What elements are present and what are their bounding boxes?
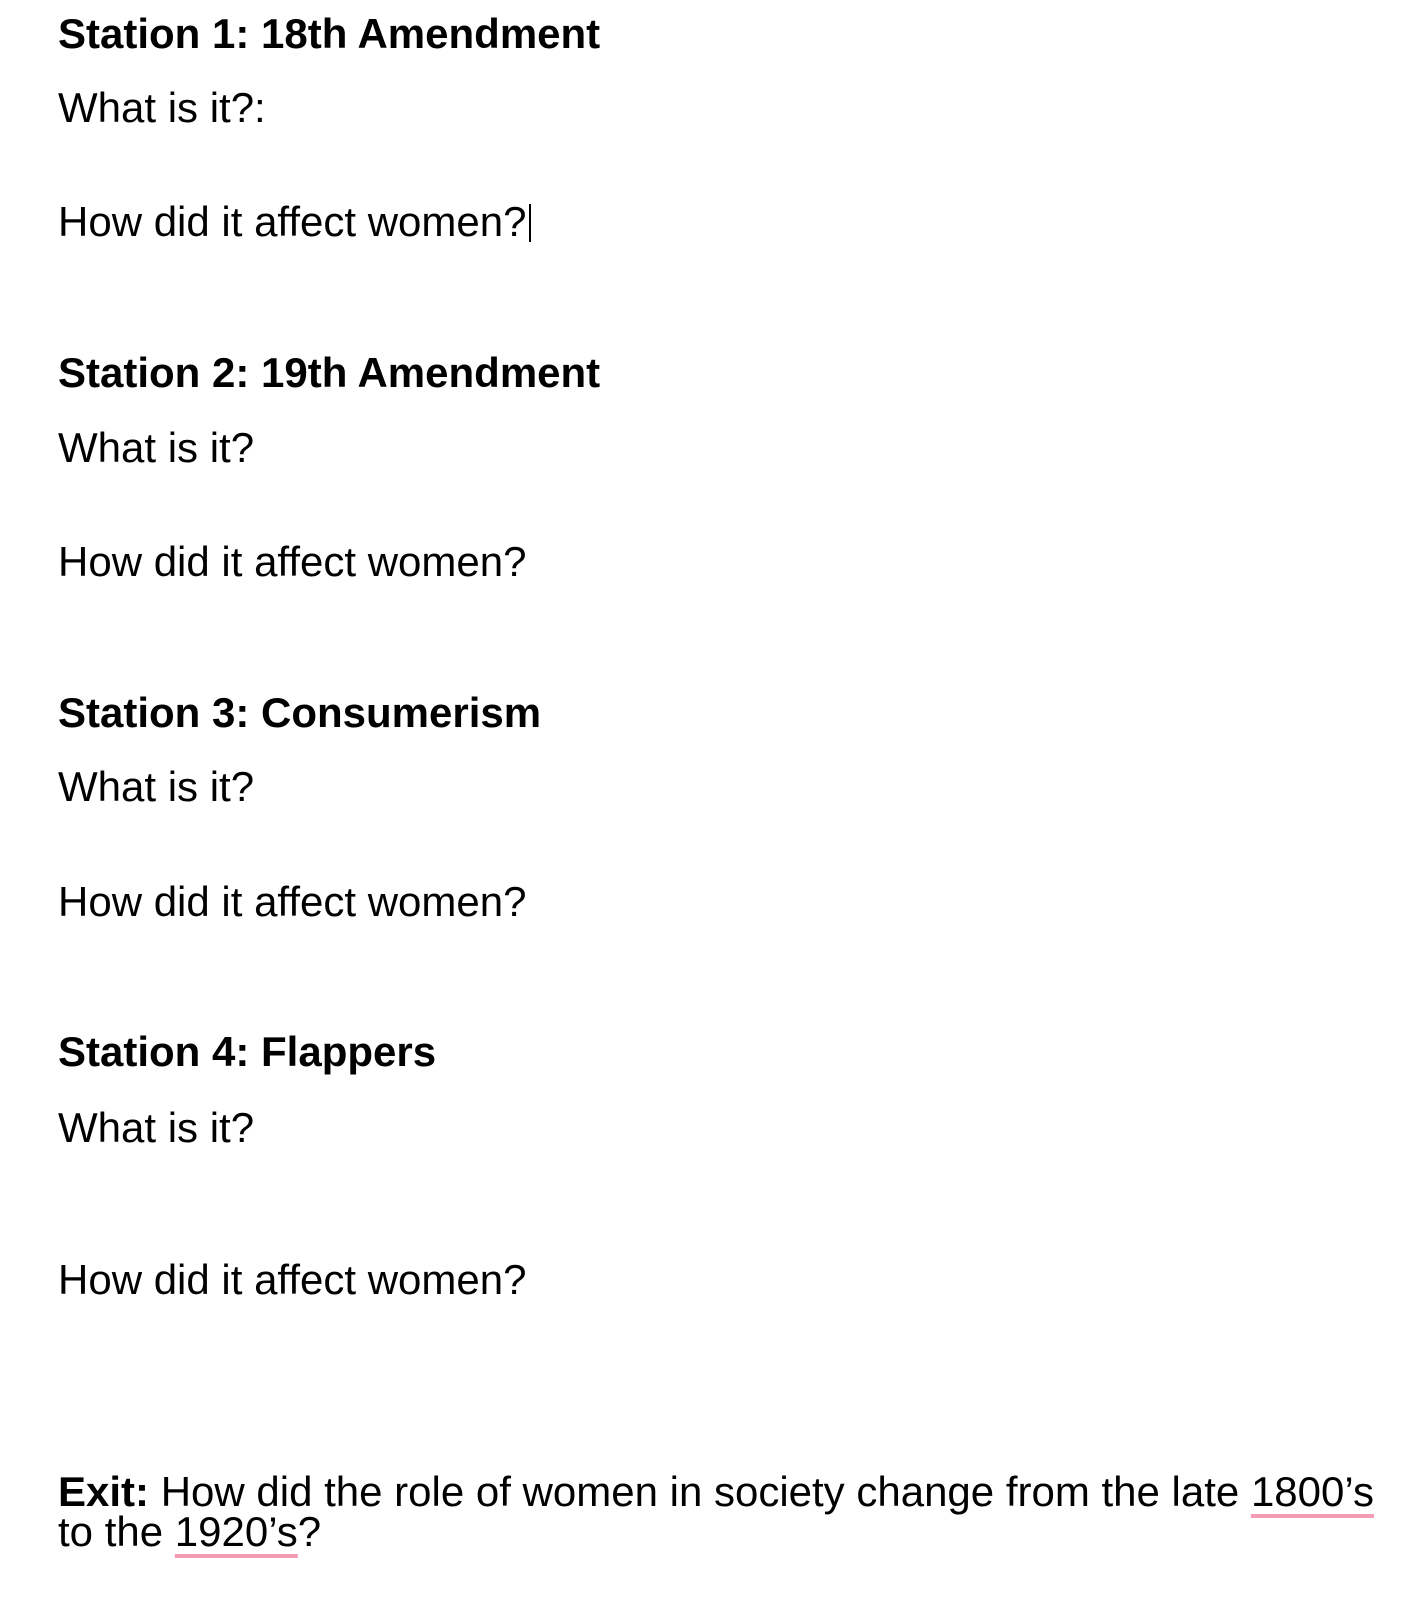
- exit-question: [58, 1468, 1378, 1555]
- station-1-heading: Station 1: 18th Amendment: [58, 10, 601, 57]
- station-2-heading: Station 2: 19th Amendment: [58, 349, 601, 396]
- station-4-what-question: What is it?: [58, 1104, 255, 1151]
- station-2-affect-question: How did it affect women?: [58, 538, 527, 585]
- station-1-what-question: What is it?:: [58, 84, 266, 131]
- exit-text-part3: ?: [297, 1508, 322, 1555]
- station-3-heading: Station 3: Consumerism: [58, 689, 542, 736]
- station-4-affect-question: How did it affect women?: [58, 1256, 527, 1303]
- station-4-heading: Station 4: Flappers: [58, 1028, 437, 1075]
- text-cursor: [529, 204, 531, 242]
- station-1-affect-question: How did it affect women?: [58, 198, 527, 245]
- station-3-what-question: What is it?: [58, 763, 255, 810]
- station-3-affect-question: How did it affect women?: [58, 878, 527, 925]
- exit-label: Exit:: [58, 1468, 150, 1515]
- station-1-affect-line[interactable]: [58, 198, 531, 246]
- spellcheck-term-1920s[interactable]: 1920’s: [174, 1508, 298, 1555]
- exit-text-part2: to the: [58, 1508, 164, 1555]
- exit-text-part1: How did the role of women in society change from the late: [160, 1468, 1240, 1515]
- spellcheck-term-1800s[interactable]: 1800’s: [1250, 1468, 1374, 1515]
- station-2-what-question: What is it?: [58, 424, 255, 471]
